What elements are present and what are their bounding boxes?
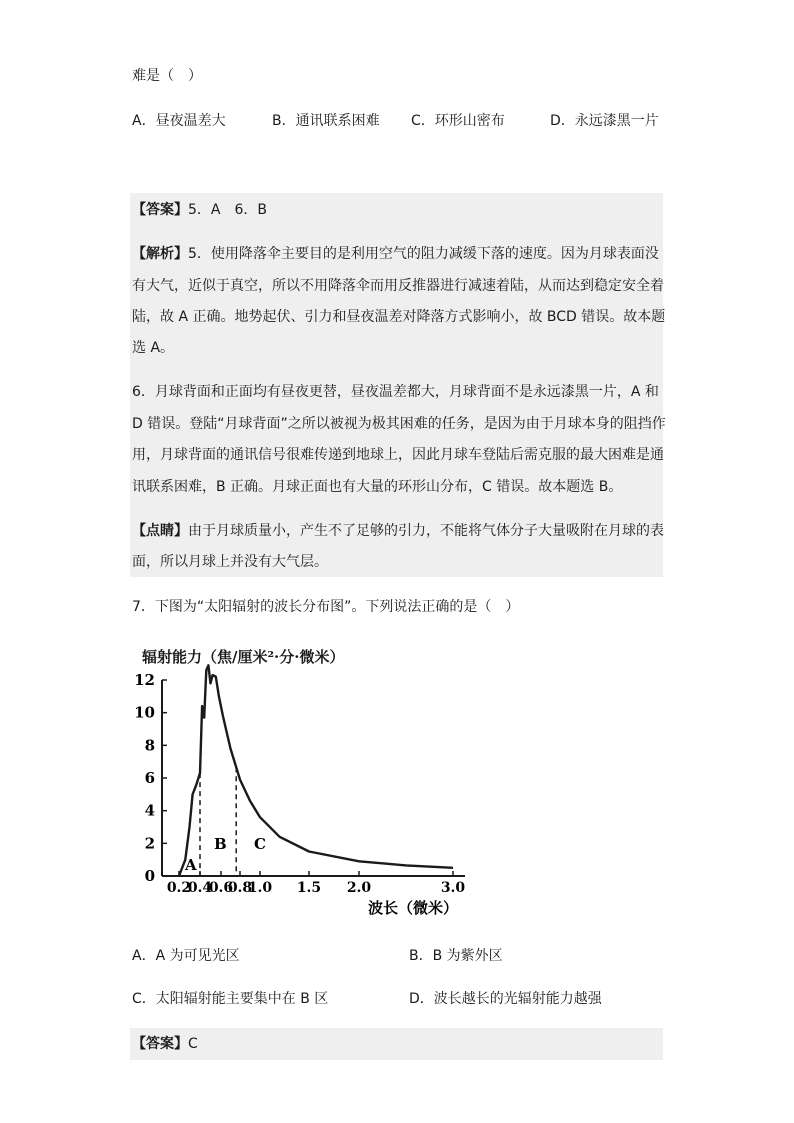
q7-option-d: D．波长越长的光辐射能力越强: [409, 991, 602, 1007]
chart-ylabel: 辐射能力（焦/厘米²·分·微米）: [142, 648, 345, 666]
y-tick-label: 0: [144, 867, 155, 885]
x-tick-label: 1.5: [296, 880, 322, 896]
analysis-line-4: 选 A。: [132, 340, 175, 356]
analysis6-line-3: 用，月球背面的通讯信号很难传递到地球上，因此月球车登陆后需克服的最大困难是通: [132, 447, 664, 463]
answer-label: 【答案】: [132, 202, 188, 218]
y-tick-label: 4: [144, 801, 155, 820]
radiation-wavelength-chart: [130, 640, 480, 925]
comment-line-2: 面，所以月球上并没有大气层。: [132, 554, 328, 570]
analysis-line-3: 陆，故 A 正确。地势起伏、引力和昼夜温差对降落方式影响小，故 BCD 错误。故本题: [132, 309, 666, 325]
x-tick-label: 0.6: [208, 880, 234, 896]
comment-text-1: 由于月球质量小，产生不了足够的引力，不能将气体分子大量吸附在月球的表: [188, 523, 664, 539]
answer2-text: C: [188, 1036, 198, 1052]
option-c: C．环形山密布: [411, 113, 505, 129]
question-tail: 难是（ ）: [132, 68, 202, 84]
y-tick-label: 12: [134, 671, 155, 689]
answer2-line: [132, 1034, 198, 1054]
region-label-c: C: [254, 835, 266, 853]
chart-xlabel: 波长（微米）: [368, 899, 459, 917]
analysis6-line-4: 讯联系困难，B 正确。月球正面也有大量的环形山分布，C 错误。故本题选 B。: [132, 479, 623, 495]
comment-line-1: [132, 521, 664, 541]
x-tick-label: 0.4: [187, 880, 213, 896]
option-b: B．通讯联系困难: [272, 113, 380, 129]
x-tick-label: 2.0: [346, 880, 372, 896]
x-tick-label: 0.2: [166, 880, 192, 896]
y-tick-label: 10: [134, 703, 155, 722]
y-tick-label: 2: [144, 834, 155, 853]
analysis-line-2: 有大气，近似于真空，所以不用降落伞而用反推器进行减速着陆，从而达到稳定安全着: [132, 278, 664, 294]
region-label-b: B: [214, 835, 227, 853]
analysis6-line-2: D 错误。登陆“月球背面”之所以被视为极其困难的任务，是因为由于月球本身的阻挡作: [132, 416, 666, 432]
y-tick-label: 8: [144, 736, 155, 755]
analysis-label: 【解析】: [132, 246, 188, 262]
q7-option-b: B．B 为紫外区: [409, 948, 503, 964]
q7-option-a: A．A 为可见光区: [132, 948, 240, 964]
answer-line: [132, 200, 267, 220]
analysis-line-1: [132, 244, 659, 264]
x-tick-label: 1.0: [247, 880, 273, 896]
option-a: A．昼夜温差大: [132, 113, 226, 129]
q7-option-c: C．太阳辐射能主要集中在 B 区: [132, 991, 329, 1007]
q7-stem: 7．下图为“太阳辐射的波长分布图”。下列说法正确的是（ ）: [132, 599, 520, 615]
answer-text: 5．A 6．B: [188, 202, 267, 218]
x-tick-label: 0.8: [227, 880, 253, 896]
analysis-text-1: 5．使用降落伞主要目的是利用空气的阻力减缓下落的速度。因为月球表面没: [188, 246, 659, 262]
option-d: D．永远漆黑一片: [550, 113, 659, 129]
answer2-label: 【答案】: [132, 1036, 188, 1052]
region-label-a: A: [185, 856, 197, 874]
analysis6-line-1: 6．月球背面和正面均有昼夜更替，昼夜温差都大，月球背面不是永远漆黑一片，A 和: [132, 384, 659, 400]
answer2-block: [130, 1028, 663, 1060]
comment-label: 【点睛】: [132, 523, 188, 539]
x-tick-label: 3.0: [440, 880, 466, 896]
y-tick-label: 6: [144, 769, 155, 787]
